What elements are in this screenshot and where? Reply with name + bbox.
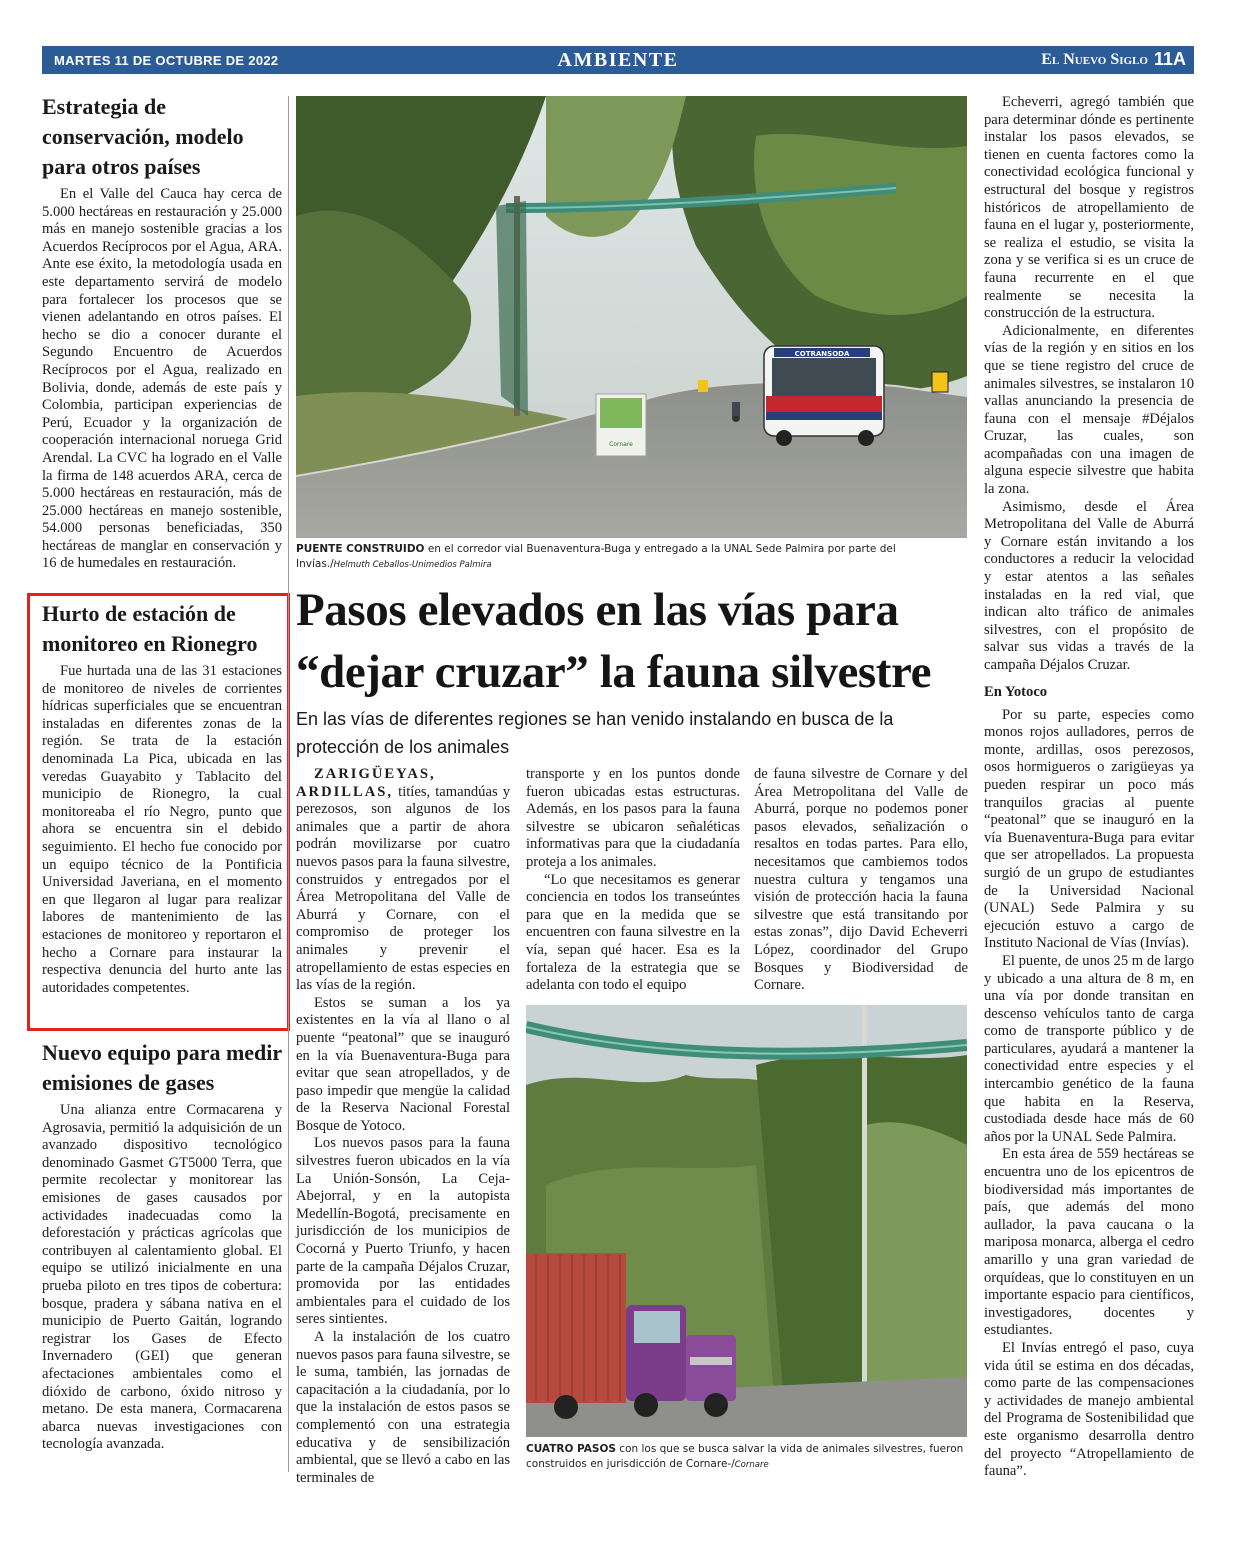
article-body (754, 766, 968, 995)
lead-caps: ZARIGÜEYAS, ARDILLAS, (296, 766, 436, 800)
article-subheadline: En las vías de diferentes regiones se han venido instalando en busca de la protección de los animales (296, 709, 894, 757)
page-header (42, 46, 1194, 74)
article-paragraph: El Invías entregó el paso, cuya vida útil se estima en dos décadas, como parte de las compensaciones y actividades de manejo ambiental del Programa de Sostenibilidad que este organismo desarrolla dentro del proyecto “Atropellamiento de fauna”. (984, 1339, 1194, 1480)
photo2-caption (526, 1442, 968, 1473)
brief-title: Hurto de estación de monitoreo en Rionegro (42, 601, 258, 656)
brief-conservation (42, 92, 282, 573)
sign-brand: Cornare (609, 441, 633, 448)
newspaper-name: El Nuevo Siglo (1041, 51, 1148, 68)
brief-body (42, 663, 282, 997)
brief-title: Estrategia de conservación, modelo para otros países (42, 94, 244, 179)
article-paragraph: Estos se suman a los ya existentes en la vía al llano o al puente “peatonal” que se inauguró en la vía Buenaventura-Buga para evitar que sean atropellados, y de paso impedir que mengüe la calidad de la Reserva Nacional Forestal Bosque de Yotoco. (296, 994, 510, 1134)
photo-truck-crossing (526, 1005, 967, 1437)
page-number: 11A (1153, 49, 1186, 69)
article-paragraph: “Lo que necesitamos es generar conciencia en todos los transeúntes para que en la medida que se encuentren con fauna silvestre en la vía, sepan qué hacer. Esa es la fortaleza de la estrategia que se adelanta con todo el equipo (526, 871, 740, 994)
brief-body (42, 186, 282, 573)
bus (764, 346, 884, 446)
article-paragraph: El puente, de unos 25 m de largo y ubicado a una altura de 8 m, en una vía por donde transitan en descenso vehículos tanto de carga como de transporte público y de particulares, ayudará a mantener la conectividad entre especies y el intercambio genético de la fauna que habita en la Reserva, custodiada desde hace más de 60 años por la UNAL Sede Palmira. (984, 952, 1194, 1145)
article-headline: Pasos elevados en las vías para “dejar cruzar” la fauna silvestre (296, 584, 932, 698)
article-body (984, 94, 1194, 675)
article-body (296, 766, 510, 1487)
brief-paragraph: Fue hurtada una de las 31 estaciones de monitoreo de niveles de corrientes hídricas superficiales que se encuentran instaladas en diferentes zonas de la región. Se trata de la estación denominada La Pica, ubicada en las veredas Guayabito y Tablacito del municipio de Rionegro, la cual monitoreaba el río Negro, punto que ahora se encuentra sin el debido seguimiento. El hecho fue conocido por un equipo técnico de la Pontificia Universidad Javeriana, en el momento en que llegaron al lugar para realizar labores de mantenimiento de las estaciones de monitoreo y reportaron el hecho a Cornare para instaurar la respectiva denuncia del hurto ante las autoridades competentes. (42, 663, 282, 996)
caption-credit: Cornare (734, 1460, 769, 1470)
brief-title: Nuevo equipo para medir emisiones de gases (42, 1040, 282, 1095)
column-divider (288, 96, 289, 1472)
article-paragraph: En esta área de 559 hectáreas se encuentra uno de los epicentros de biodiversidad más importantes de país, que además del mono aullador, la pava caucana o la mariposa monarca, alberga el cedro amarillo y una gran variedad de orquídeas, que lo constituyen en un importante espacio para científicos, investigadores, docentes y estudiantes. (984, 1146, 1194, 1339)
caption-lead: PUENTE CONSTRUIDO (296, 543, 425, 555)
section-title: AMBIENTE (557, 49, 679, 71)
article-paragraph: Por su parte, especies como monos rojos aulladores, perros de monte, ardillas, osos perezosos, osos hormigueros o zarigüeyas ya pueden respirar un poco más tranquilos gracias al puente “peatonal” que se inauguró en la vía Buenaventura-Buga para evitar que ser atropellados. La propuesta surgió de un grupo de estudiantes de la Universidad Nacional (UNAL) Sede Palmira y su ejecución estuvo a cargo de Instituto Nacional de Vías (Invías). (984, 706, 1194, 952)
header-date: MARTES 11 DE OCTUBRE DE 2022 (54, 53, 279, 68)
paragraph-text: titíes, tamandúas y perezosos, son algunos de los animales que a partir de ahora podrán movilizarse por cuatro nuevos pasos para la fauna silvestre, construidos y entregados por el Área Metropolitana del Valle de Aburrá y Cornare, con el compromiso de proteger los animales y prevenir el atropellamiento de estas especies en las vías de la región. (296, 783, 510, 994)
article-paragraph: de fauna silvestre de Cornare y del Área Metropolitana del Valle de Aburrá, porque no podemos poner pasos elevados, señalización o resaltos en todas partes. Para ello, necesitamos que cambiemos todos nuestra cultura y tengamos una visión de protección hacia la fauna silvestre que está transitando por estas zonas”, dijo David Echeverri López, coordinador del Grupo Bosques y Biodiversidad de Cornare. (754, 766, 968, 994)
caption-text: en el corredor vial Buenaventura-Buga y entregado a la UNAL Sede Palmira por parte del Invías./ (296, 543, 896, 570)
article-body (984, 707, 1194, 1481)
article-paragraph (296, 766, 510, 995)
article-paragraph: Asimismo, desde el Área Metropolitana del Valle de Aburrá y Cornare están invitando a los conductores a reducir la velocidad y estar atentos a las señales instaladas en la red vial, que indican alto tráfico de animales silvestres, con el propósito de salvar sus vidas a través de la campaña Déjalos Cruzar. (984, 498, 1194, 673)
brief-theft (42, 599, 282, 997)
article-column-3 (754, 766, 968, 995)
article-column-2 (526, 766, 740, 995)
brief-paragraph: Una alianza entre Cormacarena y Agrosavia, permitió la adquisición de un avanzado dispositivo tecnológico denominado Gasmet GT5000 Terra, que permite recolectar y monitorear las emisiones de gases causados por actividades inadecuadas como la deforestación y prácticas agrícolas que contribuyen al calentamiento global. El equipo se utilizó inicialmente en una prueba piloto en tres tipos de cobertura: bosque, pradera y sábana nativa en el municipio de Puerto Gaitán, logrando registrar los Gases de Efecto Invernadero (GEI) que generan afectaciones ambientales como el dióxido de carbono, óxido nitroso y metano. De esta manera, Cormacarena abarca nuevas investigaciones con tecnología avanzada. (42, 1102, 282, 1453)
article-paragraph: Los nuevos pasos para la fauna silvestres fueron ubicados en la vía La Unión-Sonsón, La Ceja-Abejorral, y en la autopista Medellín-Bogotá, precisamente en jurisdicción de los municipios de Cocorná y Puerto Triunfo, y hacen parte de la campaña Déjalos Cruzar, promovida por las entidades ambientales para el cuidado de los seres sintientes. (296, 1135, 510, 1328)
caption-lead: CUATRO PASOS (526, 1443, 616, 1455)
article-paragraph: Echeverri, agregó también que para determinar dónde es pertinente instalar los pasos elevados, se tienen en cuenta factores como la conectividad ecológica funcional y estructural del bosque y registros históricos de atropellamiento de fauna en el lugar y, posteriormente, se realiza el estudio, se visita la zona y se verifica si es un cruce de fauna recurrente en el que realmente se necesita la construcción de la estructura. (984, 94, 1194, 322)
article-paragraph: Adicionalmente, en diferentes vías de la región y en sitios en los que se tiene registro del cruce de animales silvestres, se instalaron 10 vallas anunciando la presencia de fauna con el mensaje #Déjalos Cruzar, las cuales, son acompañadas con una imagen de alguna especie silvestre que habita la zona. (984, 322, 1194, 498)
brief-paragraph: En el Valle del Cauca hay cerca de 5.000 hectáreas en restauración y 25.000 más en manejo sostenible gracias a los Acuerdos Recíprocos por el Agua, ARA. Ante ese éxito, la metodología usada en este departamento servirá de modelo para fortalecer los procesos que se vienen adelantando en otros países. El hecho se dio a conocer durante el Segundo Encuentro de Acuerdos Recíprocos por el Agua, realizado en Bolivia, donde, además de este país y Colombia, participan experiencias de Perú, Ecuador y la organización de cooperación internacional noruega Grid Arendal. La CVC ha logrado en el Valle la firma de 148 acuerdos ARA, cerca de 5.000 hectáreas en restauración, más de 25.000 hectáreas en manejo sostenible, 54.000 personas beneficiadas, 350 hectáreas de manglar en conservación y 16 de humedales en restauración. (42, 186, 282, 572)
caption-text: con los que se busca salvar la vida de animales silvestres, fueron construidos en jurisdicción de Cornare-/ (526, 1443, 964, 1470)
brief-emissions (42, 1038, 282, 1454)
article-body (526, 766, 740, 995)
article-column-1 (296, 766, 510, 1487)
article-column-4 (984, 94, 1194, 1481)
photo1-caption (296, 542, 968, 573)
brief-body (42, 1102, 282, 1454)
photo-wildlife-bridge (296, 96, 967, 538)
subsection-title: En Yotoco (984, 683, 1048, 700)
bus-label: COTRANSODA (794, 350, 850, 358)
article-paragraph: A la instalación de los cuatro nuevos pasos para fauna silvestre, se le suma, también, las jornadas de capacitación a la ciudadanía, por lo que la instalación de estos pasos se complementó con una estrategia educativa y de sensibilización ambiental, que se llevó a cabo en las terminales de (296, 1329, 510, 1486)
caption-credit: Helmuth Ceballos-Unimedios Palmira (333, 560, 492, 570)
article-paragraph: transporte y en los puntos donde fueron ubicadas estas estructuras. Además, en los pasos para la fauna silvestre se ubicaron señaléticas informativas para que la ciudadanía proteja a los animales. (526, 766, 740, 870)
